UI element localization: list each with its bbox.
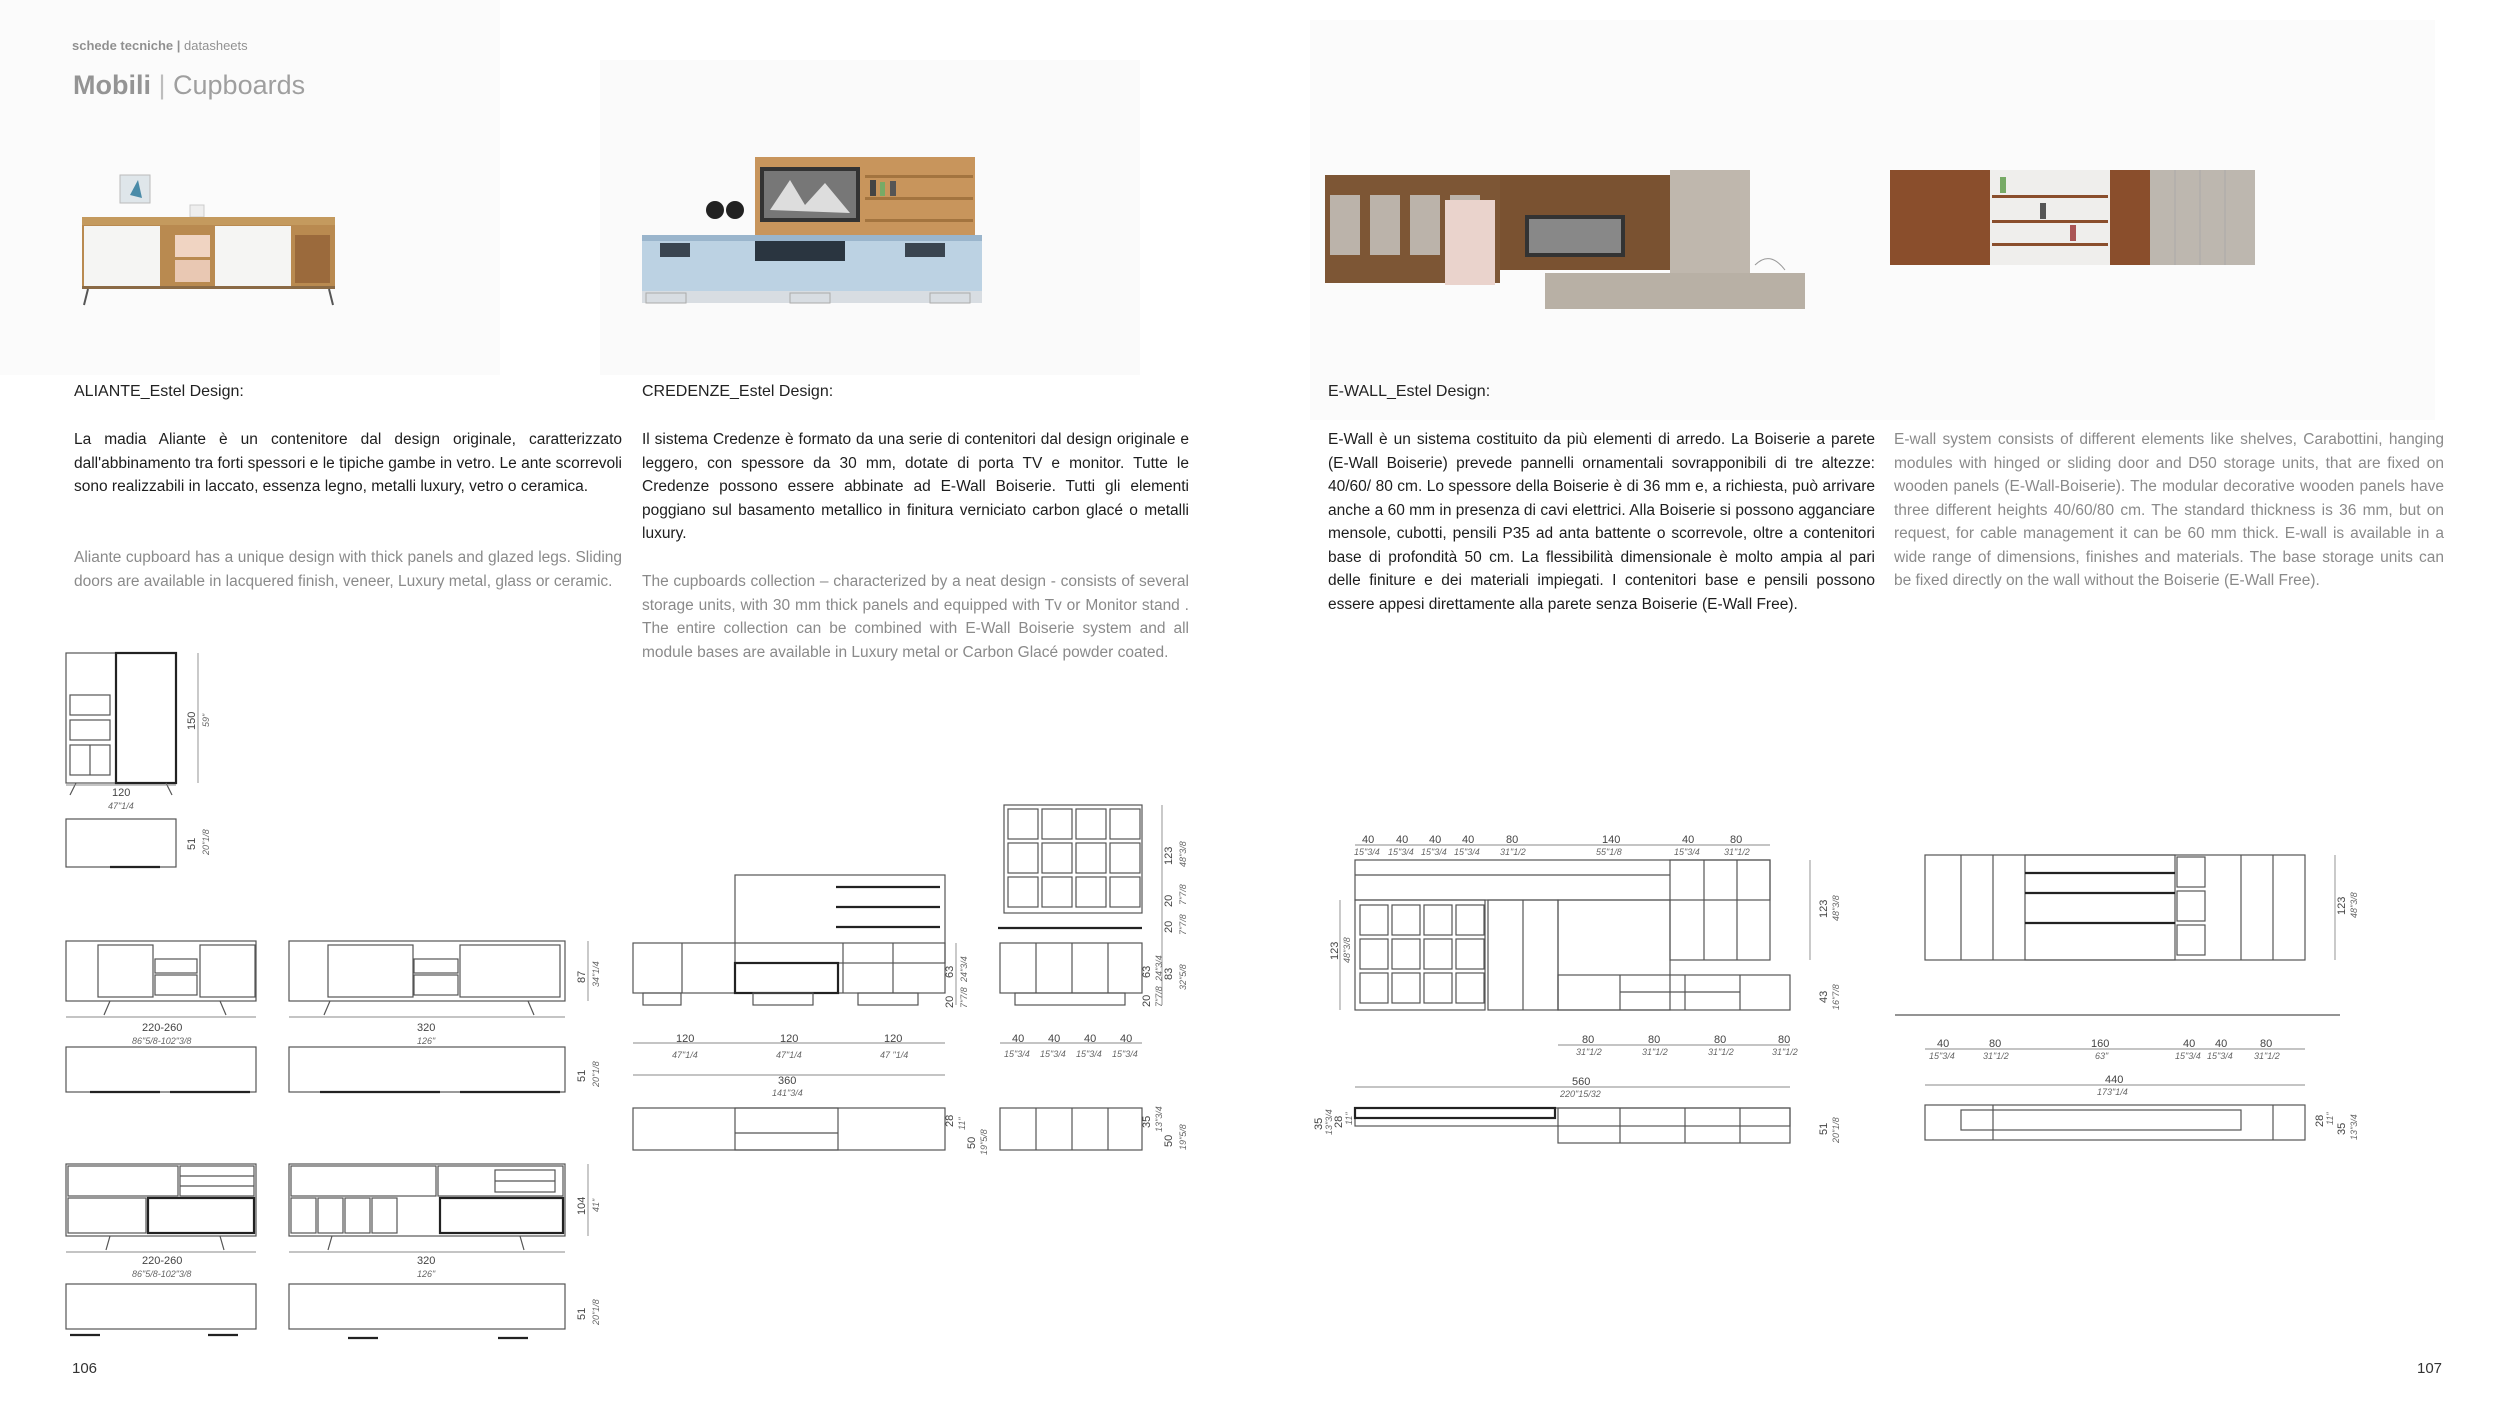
ewall-total-in: 220"15/32 — [1560, 1089, 1601, 1099]
credenze-depth-1: 28 — [944, 1114, 956, 1127]
credenze-mid-foot-2: 20 — [1163, 894, 1175, 907]
ewall-r-depth-1: 28 — [2314, 1114, 2326, 1127]
ewall-base-height-in: 16"7/8 — [1831, 984, 1841, 1010]
ewall-r-height: 123 — [2336, 896, 2348, 915]
ewall-left-height-in: 48"3/8 — [1342, 937, 1352, 963]
ewall-base-height: 43 — [1818, 990, 1830, 1003]
ewall-base-2-in: 31"1/2 — [1642, 1047, 1668, 1057]
ewall-depth-c-in: 20"1/8 — [1831, 1117, 1841, 1143]
credenze-base-foot: 20 — [1141, 994, 1153, 1007]
ewall-top-3: 40 — [1429, 834, 1442, 846]
ewall-r-col-1: 40 — [1937, 1038, 1950, 1050]
ewall-r-col-2-in: 31"1/2 — [1983, 1051, 2009, 1061]
ewall-base-1: 80 — [1582, 1034, 1595, 1046]
credenze-col-4-in: 15"3/4 — [1112, 1049, 1138, 1059]
credenze-base-height-in: 24"3/4 — [1154, 955, 1164, 981]
credenze-mid-foot-2-in: 7"7/8 — [1178, 884, 1188, 905]
aliante-description-en: Aliante cupboard has a unique design with thick panels and glazed legs. Sliding doors are available in lacquered finish, veneer, Luxury metal, glass or ceramic. — [74, 549, 622, 590]
aliante-a-width: 120 — [112, 787, 131, 799]
ewall-depth-c: 51 — [1818, 1122, 1830, 1135]
aliante-product-photo — [80, 160, 360, 310]
ewall-r-depth-2-in: 13"3/4 — [2349, 1114, 2359, 1140]
aliante-description-it: La madia Aliante è un contenitore dal design originale, caratterizzato dall'abbinamento tra forti spessori e le tipiche gambe in vetro. Le ante scorrevoli sono realizzabili in laccato, essenza legno, metalli luxury, vetro o ceramica. — [74, 431, 622, 495]
credenze-foot: 20 — [944, 995, 956, 1008]
ewall-depth-b: 28 — [1333, 1115, 1345, 1128]
credenze-side-height-in: 32"5/8 — [1178, 964, 1188, 990]
aliante-drawing-mid — [60, 1160, 600, 1345]
aliante-c-width-1-in: 86"5/8-102"3/8 — [132, 1269, 192, 1279]
credenze-drawing-side — [990, 795, 1220, 1165]
credenze-col-1: 40 — [1012, 1033, 1025, 1045]
ewall-top-7-in: 15"3/4 — [1674, 847, 1700, 857]
aliante-c-depth: 51 — [576, 1307, 588, 1320]
aliante-a-depth: 51 — [186, 837, 198, 850]
aliante-b-width-2: 320 — [417, 1022, 436, 1034]
ewall-r-col-6: 80 — [2260, 1038, 2273, 1050]
credenze-depth-2: 50 — [966, 1136, 978, 1149]
ewall-top-8: 80 — [1730, 834, 1743, 846]
credenze-width-3-in: 47 "1/4 — [880, 1050, 909, 1060]
ewall-top-4-in: 15"3/4 — [1454, 847, 1480, 857]
ewall-top-6: 140 — [1602, 834, 1621, 846]
ewall-top-7: 40 — [1682, 834, 1695, 846]
product-title-credenze: CREDENZE_Estel Design: — [642, 383, 834, 400]
ewall-left-height: 123 — [1329, 941, 1341, 960]
aliante-b-width-2-in: 126" — [417, 1036, 436, 1046]
aliante-b-width-1-in: 86"5/8-102"3/8 — [132, 1036, 192, 1046]
ewall-drawing-composition — [1310, 825, 1870, 1165]
credenze-total-in: 141"3/4 — [772, 1088, 803, 1098]
ewall-r-depth-1-in: 11" — [2325, 1112, 2335, 1125]
ewall-r-col-6-in: 31"1/2 — [2254, 1051, 2280, 1061]
ewall-top-8-in: 31"1/2 — [1724, 847, 1750, 857]
credenze-width-1-in: 47"1/4 — [672, 1050, 698, 1060]
aliante-drawing-tall — [60, 645, 260, 875]
credenze-width-3: 120 — [884, 1033, 903, 1045]
ewall-description-en: E-wall system consists of different elements like shelves, Carabottini, hanging modules with hinged or sliding door and D50 storage units, that are fixed on wooden panels (E-Wall-Boiserie). The modular decorative wooden panels have three different heights 40/60/80 cm. The standard thickness is 36 mm, but on request, for cable management it can be 60 mm thick. E-wall is available in a wide range of dimensions, finishes and materials. The base storage units can be fixed directly on the wall without the Boiserie (E-Wall Free). — [1894, 431, 2444, 589]
credenze-width-2: 120 — [780, 1033, 799, 1045]
credenze-top-height: 123 — [1163, 846, 1175, 865]
credenze-width-1: 120 — [676, 1033, 695, 1045]
credenze-col-1-in: 15"3/4 — [1004, 1049, 1030, 1059]
ewall-r-height-in: 48"3/8 — [2349, 892, 2359, 918]
aliante-b-height: 87 — [576, 970, 588, 983]
credenze-depth-4-in: 19"5/8 — [1178, 1124, 1188, 1150]
credenze-width-2-in: 47"1/4 — [776, 1050, 802, 1060]
page-number-right: 107 — [2417, 1360, 2443, 1377]
ewall-depth-b-in: 11" — [1344, 1112, 1354, 1125]
ewall-total: 560 — [1572, 1076, 1591, 1088]
ewall-r-depth-2: 35 — [2336, 1122, 2348, 1135]
credenze-depth-3: 35 — [1141, 1115, 1153, 1128]
ewall-base-4: 80 — [1778, 1034, 1791, 1046]
credenze-mid-foot-in: 7"7/8 — [1178, 914, 1188, 935]
aliante-c-width-1: 220-260 — [142, 1255, 183, 1267]
ewall-base-2: 80 — [1648, 1034, 1661, 1046]
aliante-b-width-1: 220-260 — [142, 1022, 183, 1034]
ewall-r-col-5-in: 15"3/4 — [2207, 1051, 2233, 1061]
ewall-drawing-free — [1885, 845, 2365, 1150]
credenze-height-in: 24"3/4 — [959, 956, 969, 982]
aliante-a-height: 150 — [186, 711, 198, 730]
aliante-c-width-2-in: 126" — [417, 1269, 436, 1279]
ewall-right-height-in: 48"3/8 — [1831, 895, 1841, 921]
ewall-product-photo-1 — [1325, 165, 1825, 325]
ewall-base-1-in: 31"1/2 — [1576, 1047, 1602, 1057]
credenze-col-3-in: 15"3/4 — [1076, 1049, 1102, 1059]
credenze-product-photo — [640, 155, 1030, 320]
credenze-base-height: 63 — [1141, 965, 1153, 978]
ewall-r-col-5: 40 — [2215, 1038, 2228, 1050]
credenze-description-it: Il sistema Credenze è formato da una serie di contenitori dal design originale e leggero, con spessore da 30 mm, dotate di porta TV e monitor. Tutte le Credenze possono essere abbinate ad E-Wall Boiserie. Tutti gli elementi poggiano sul basamento metallico in finitura verniciato carbon glacé o metalli luxury. — [642, 431, 1189, 542]
aliante-c-height: 104 — [576, 1196, 588, 1215]
ewall-r-col-4-in: 15"3/4 — [2175, 1051, 2201, 1061]
ewall-r-total-in: 173"1/4 — [2097, 1087, 2128, 1097]
aliante-c-width-2: 320 — [417, 1255, 436, 1267]
credenze-col-3: 40 — [1084, 1033, 1097, 1045]
ewall-r-col-3-in: 63" — [2095, 1051, 2109, 1061]
credenze-depth-1-in: 11" — [957, 1117, 967, 1130]
ewall-top-1: 40 — [1362, 834, 1375, 846]
credenze-drawing-front — [628, 865, 988, 1165]
ewall-base-3-in: 31"1/2 — [1708, 1047, 1734, 1057]
aliante-a-height-in: 59" — [201, 713, 211, 727]
credenze-depth-2-in: 19"5/8 — [979, 1129, 989, 1155]
credenze-col-2-in: 15"3/4 — [1040, 1049, 1066, 1059]
aliante-b-height-in: 34"1/4 — [591, 961, 601, 987]
credenze-description-en: The cupboards collection – characterized by a neat design - consists of several storage units, with 30 mm thick panels and equipped with Tv or Monitor stand . The entire collection can be combined with E-Wall Boiserie system and all module bases are available in Luxury metal or Carbon Glacé powder coated. — [642, 573, 1189, 661]
ewall-description-it: E-Wall è un sistema costituito da più elementi di arredo. La Boiserie a parete (E-Wall Boiserie) prevede pannelli ornamentali sovrapponibili di tre altezze: 40/60/ 80 cm. Lo spessore della Boiserie è di 36 mm e, a richiesta, può arrivare anche a 60 mm in presenza di cavi elettrici. Alla Boiserie si possono agganciare mensole, cubotti, pensili P35 ad anta battente o scorrevole, oltre a contenitori base di profondità 50 cm. La flessibilità dimensionale è molto ampia al pari delle finiture e dei materiali impiegati. I contenitori base e pensili possono essere appesi direttamente alla parete senza Boiserie (E-Wall Free). — [1328, 431, 1875, 613]
credenze-col-2: 40 — [1048, 1033, 1061, 1045]
page-number-left: 106 — [72, 1360, 98, 1377]
ewall-r-total: 440 — [2105, 1074, 2124, 1086]
credenze-side-height: 83 — [1163, 967, 1175, 980]
credenze-top-height-in: 48"3/8 — [1178, 841, 1188, 867]
ewall-top-5-in: 31"1/2 — [1500, 847, 1526, 857]
ewall-top-4: 40 — [1462, 834, 1475, 846]
aliante-drawing-low — [60, 935, 600, 1110]
aliante-c-depth-in: 20"1/8 — [591, 1299, 601, 1325]
credenze-foot-in: 7"7/8 — [959, 987, 969, 1008]
ewall-r-col-3: 160 — [2091, 1038, 2110, 1050]
aliante-a-width-in: 47"1/4 — [108, 801, 134, 811]
credenze-mid-foot: 20 — [1163, 920, 1175, 933]
ewall-depth-a-in: 13"3/4 — [1324, 1109, 1334, 1135]
credenze-total: 360 — [778, 1075, 797, 1087]
ewall-base-3: 80 — [1714, 1034, 1727, 1046]
ewall-r-col-1-in: 15"3/4 — [1929, 1051, 1955, 1061]
ewall-depth-a: 35 — [1313, 1117, 1325, 1130]
ewall-top-2-in: 15"3/4 — [1388, 847, 1414, 857]
credenze-height: 63 — [944, 965, 956, 978]
ewall-top-1-in: 15"3/4 — [1354, 847, 1380, 857]
aliante-a-depth-in: 20"1/8 — [201, 829, 211, 855]
credenze-depth-4: 50 — [1163, 1134, 1175, 1147]
ewall-right-height: 123 — [1818, 899, 1830, 918]
aliante-b-depth: 51 — [576, 1069, 588, 1082]
product-title-aliante: ALIANTE_Estel Design: — [74, 383, 244, 400]
aliante-c-height-in: 41" — [591, 1198, 601, 1212]
ewall-r-col-2: 80 — [1989, 1038, 2002, 1050]
product-title-ewall: E-WALL_Estel Design: — [1328, 383, 1491, 400]
aliante-b-depth-in: 20"1/8 — [591, 1061, 601, 1087]
credenze-col-4: 40 — [1120, 1033, 1133, 1045]
credenze-depth-3-in: 13"3/4 — [1154, 1106, 1164, 1132]
ewall-top-5: 80 — [1506, 834, 1519, 846]
ewall-base-4-in: 31"1/2 — [1772, 1047, 1798, 1057]
ewall-top-6-in: 55"1/8 — [1596, 847, 1622, 857]
ewall-r-col-4: 40 — [2183, 1038, 2196, 1050]
credenze-base-foot-in: 7"7/8 — [1154, 986, 1164, 1007]
ewall-top-3-in: 15"3/4 — [1421, 847, 1447, 857]
ewall-top-2: 40 — [1396, 834, 1409, 846]
ewall-product-photo-2 — [1890, 165, 2270, 285]
